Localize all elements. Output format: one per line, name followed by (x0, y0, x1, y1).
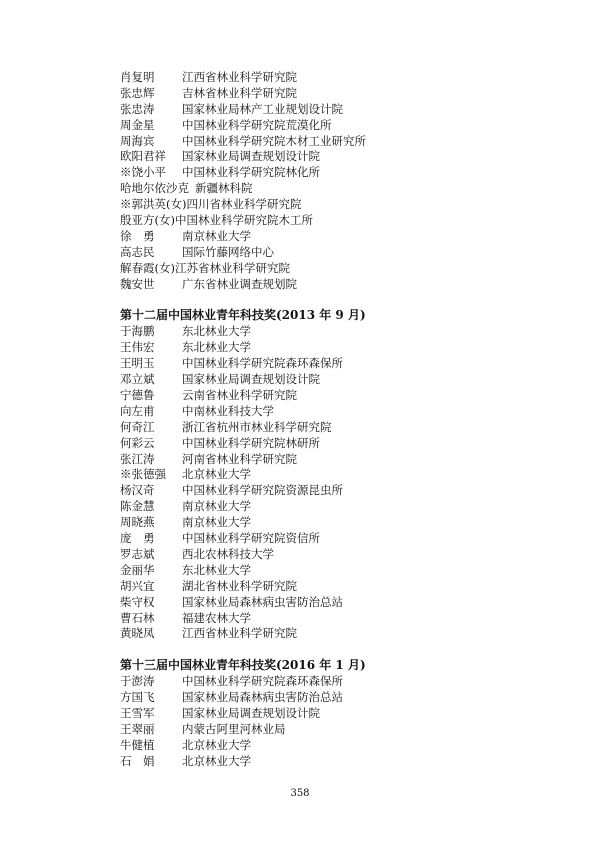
awardee-name: 周海宾 (120, 133, 155, 148)
awardee-name: 柴守权 (120, 594, 155, 609)
awardee-name: 胡兴宜 (120, 578, 155, 593)
section-heading: 第十三届中国林业青年科技奖(2016 年 1 月) (120, 658, 366, 673)
awardee-organization: 北京林业大学 (182, 737, 251, 752)
list-item (120, 420, 540, 436)
awardee-organization: 国家林业局林产工业规划设计院 (182, 101, 343, 116)
awardee-name: ※张德强 (120, 467, 166, 482)
awardee-name: 张江涛 (120, 451, 155, 466)
awardee-organization: 国家林业局森林病虫害防治总站 (182, 594, 343, 609)
list-item (120, 261, 540, 277)
list-item (120, 611, 540, 627)
awardee-organization: 中国林业科学研究院荒漠化所 (182, 117, 332, 132)
awardee-organization: 国家林业局调查规划设计院 (182, 706, 320, 721)
list-item (120, 70, 540, 86)
list-item (120, 134, 540, 150)
awardee-name: 石 娟 (120, 753, 155, 768)
awardee-organization: 东北林业大学 (182, 324, 251, 339)
list-item (120, 165, 540, 181)
list-item (120, 102, 540, 118)
awardee-name: 何彩云 (120, 435, 155, 450)
list-item (120, 86, 540, 102)
list-item (120, 245, 540, 261)
awardee-name: 徐 勇 (120, 228, 155, 243)
awardee-organization: 南京林业大学 (182, 515, 251, 530)
page-number: 358 (290, 788, 310, 799)
list-item (120, 563, 540, 579)
awardee-name: 哈地尔依沙克 (120, 181, 189, 196)
awardee-name: 高志民 (120, 244, 155, 259)
list-item (120, 674, 540, 690)
list-item (120, 722, 540, 738)
awardee-organization: 中国林业科学研究院木材工业研究所 (182, 133, 366, 148)
list-item (120, 213, 540, 229)
awardee-name: ※郭洪英(女) (120, 197, 187, 212)
awardee-organization: 国家林业局调查规划设计院 (182, 149, 320, 164)
awardee-organization: 中国林业科学研究院资源昆虫所 (182, 483, 343, 498)
awardee-name: 宁德鲁 (120, 388, 155, 403)
awardee-organization: 南京林业大学 (182, 228, 251, 243)
awardee-name: 陈金慧 (120, 499, 155, 514)
awardee-name: 肖复明 (120, 70, 155, 84)
awardee-organization: 中国林业科学研究院林研所 (182, 435, 320, 450)
awardee-organization: 浙江省杭州市林业科学研究院 (182, 419, 332, 434)
list-item (120, 388, 540, 404)
list-item (120, 738, 540, 754)
awardee-organization: 北京林业大学 (182, 753, 251, 768)
list-item (120, 515, 540, 531)
awardee-name: 解春霞(女) (120, 260, 175, 275)
awardee-name: 邓立斌 (120, 372, 155, 387)
awardee-name: 张忠涛 (120, 101, 155, 116)
awardee-organization: 中国林业科学研究院森环森保所 (182, 674, 343, 689)
list-item (120, 547, 540, 563)
awardee-organization: 江西省林业科学研究院 (182, 626, 297, 641)
list-item (120, 181, 540, 197)
award-section-12th (120, 306, 540, 642)
awardee-organization: 中国林业科学研究院资信所 (182, 531, 320, 546)
awardee-organization: 东北林业大学 (182, 340, 251, 355)
list-item (120, 197, 540, 213)
awardee-name: 张忠辉 (120, 85, 155, 100)
section-heading: 第十二届中国林业青年科技奖(2013 年 9 月) (120, 308, 366, 323)
awardee-organization: 四川省林业科学研究院 (186, 197, 302, 212)
awardee-organization: 中国林业科学研究院林化所 (182, 165, 320, 180)
award-section-13th (120, 656, 540, 769)
awardee-organization: 福建农林大学 (182, 610, 251, 625)
awardee-organization: 西北农林科技大学 (182, 546, 274, 561)
awardee-name: 方国飞 (120, 690, 155, 705)
list-item (120, 372, 540, 388)
awardee-name: ※饶小平 (120, 165, 166, 180)
awardee-organization: 吉林省林业科学研究院 (182, 85, 297, 100)
list-item (120, 229, 540, 245)
list-item (120, 340, 540, 356)
list-item (120, 706, 540, 722)
awardee-name: 王翠丽 (120, 721, 155, 736)
awardee-organization: 国际竹藤网络中心 (182, 244, 274, 259)
list-item (120, 626, 540, 642)
awardee-name: 牛健植 (120, 737, 155, 752)
list-item (120, 690, 540, 706)
awardee-organization: 国家林业局调查规划设计院 (182, 372, 320, 387)
list-item (120, 754, 540, 770)
awardee-organization: 中南林业科技大学 (182, 403, 274, 418)
awardee-organization: 国家林业局森林病虫害防治总站 (182, 690, 343, 705)
awardee-organization: 广东省林业调查规划院 (182, 276, 297, 291)
awardee-organization: 中国林业科学研究院木工所 (174, 213, 313, 228)
awardee-name: 王明玉 (120, 356, 155, 371)
awardee-name: 于海鹏 (120, 324, 155, 339)
awardee-organization: 北京林业大学 (182, 467, 251, 482)
awardee-organization: 东北林业大学 (182, 562, 251, 577)
list-item (120, 436, 540, 452)
continued-list (120, 70, 540, 292)
list-item (120, 531, 540, 547)
awardee-name: 魏安世 (120, 276, 155, 291)
list-item (120, 277, 540, 293)
awardee-name: 曹石林 (120, 610, 155, 625)
list-item (120, 579, 540, 595)
awardee-name: 杨汉奇 (120, 483, 155, 498)
awardee-name: 周晓燕 (120, 515, 155, 530)
awardee-name: 王伟宏 (120, 340, 155, 355)
list-item (120, 467, 540, 483)
awardee-organization: 新疆林科院 (195, 181, 253, 196)
list-item (120, 118, 540, 134)
awardee-organization: 中国林业科学研究院森环森保所 (182, 356, 343, 371)
awardee-name: 殷亚方(女) (120, 213, 175, 228)
awardee-name: 金丽华 (120, 562, 155, 577)
awardee-organization: 云南省林业科学研究院 (182, 388, 297, 403)
awardee-name: 向左甫 (120, 403, 155, 418)
list-item (120, 452, 540, 468)
awardee-name: 何奇江 (120, 419, 155, 434)
awardee-name: 庞 勇 (120, 531, 155, 546)
awardee-name: 周金星 (120, 117, 155, 132)
awardee-list (120, 70, 540, 770)
awardee-name: 罗志斌 (120, 546, 155, 561)
list-item (120, 356, 540, 372)
awardee-organization: 河南省林业科学研究院 (182, 451, 297, 466)
awardee-organization: 江苏省林业科学研究院 (174, 260, 290, 275)
awardee-name: 王雪军 (120, 706, 155, 721)
awardee-name: 黄晓凤 (120, 626, 155, 641)
awardee-organization: 江西省林业科学研究院 (182, 70, 297, 84)
awardee-organization: 湖北省林业科学研究院 (182, 578, 297, 593)
awardee-name: 欧阳君祥 (120, 149, 166, 164)
list-item (120, 149, 540, 165)
list-item (120, 483, 540, 499)
list-item (120, 324, 540, 340)
awardee-organization: 南京林业大学 (182, 499, 251, 514)
list-item (120, 499, 540, 515)
list-item (120, 595, 540, 611)
awardee-name: 于澎涛 (120, 674, 155, 689)
awardee-organization: 内蒙古阿里河林业局 (182, 721, 286, 736)
list-item (120, 404, 540, 420)
